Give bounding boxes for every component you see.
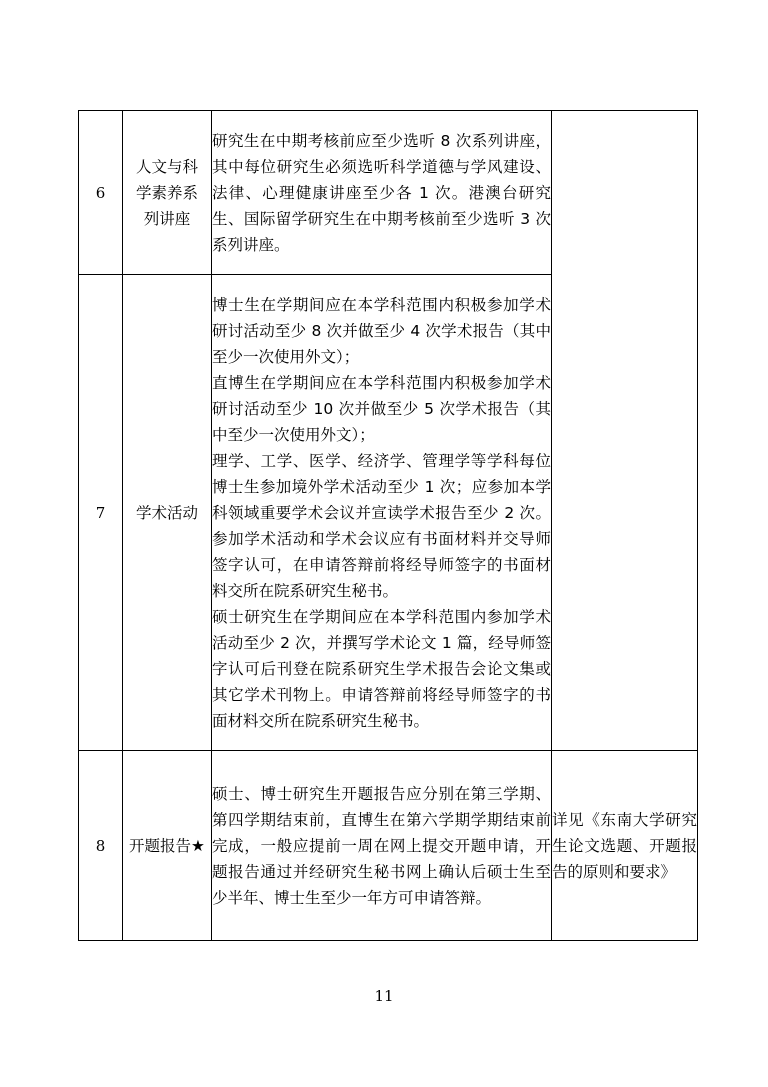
table-row	[79, 751, 698, 941]
item-note: 详见《东南大学研究生论文选题、开题报告的原则和要求》	[552, 751, 698, 941]
page-number: 11	[374, 987, 394, 1005]
table-row	[79, 111, 698, 275]
item-description: 博士生在学期间应在本学科范围内积极参加学术研讨活动至少 8 次并做至少 4 次学术报告（其中至少一次使用外文）； 直博生在学期间应在本学科范围内积极参加学术研讨活动至少 10 次并做至少 5 次学术报告（其中至少一次使用外文）； 理学、工学、医学、经济学、管理学等学科每位博士生参加境外学术活动至少 1 次；应参加本学科领域重要学术会议并宣读学术报告至少 2 次。参加学术活动和学术会议应有书面材料并交导师签字认可，在申请答辩前将经导师签字的书面材料交所在院系研究生秘书。 硕士研究生在学期间应在本学科范围内参加学术活动至少 2 次，并撰写学术论文 1 篇，经导师签字认可后刊登在院系研究生学术报告会论文集或其它学术刊物上。申请答辩前将经导师签字的书面材料交所在院系研究生秘书。	[212, 275, 552, 751]
requirements-table	[78, 110, 698, 941]
row-number: 6	[79, 111, 123, 275]
item-name: 学术活动	[123, 275, 212, 751]
item-note	[552, 111, 698, 751]
item-description: 研究生在中期考核前应至少选听 8 次系列讲座，其中每位研究生必须选听科学道德与学风建设、法律、心理健康讲座至少各 1 次。港澳台研究生、国际留学研究生在中期考核前至少选听 3 次系列讲座。	[212, 111, 552, 275]
item-name: 人文与科 学素养系 列讲座	[123, 111, 212, 275]
item-name: 开题报告★	[123, 751, 212, 941]
row-number: 7	[79, 275, 123, 751]
row-number: 8	[79, 751, 123, 941]
item-description: 硕士、博士研究生开题报告应分别在第三学期、第四学期结束前，直博生在第六学期学期结束前完成，一般应提前一周在网上提交开题申请，开题报告通过并经研究生秘书网上确认后硕士生至少半年、博士生至少一年方可申请答辩。	[212, 751, 552, 941]
